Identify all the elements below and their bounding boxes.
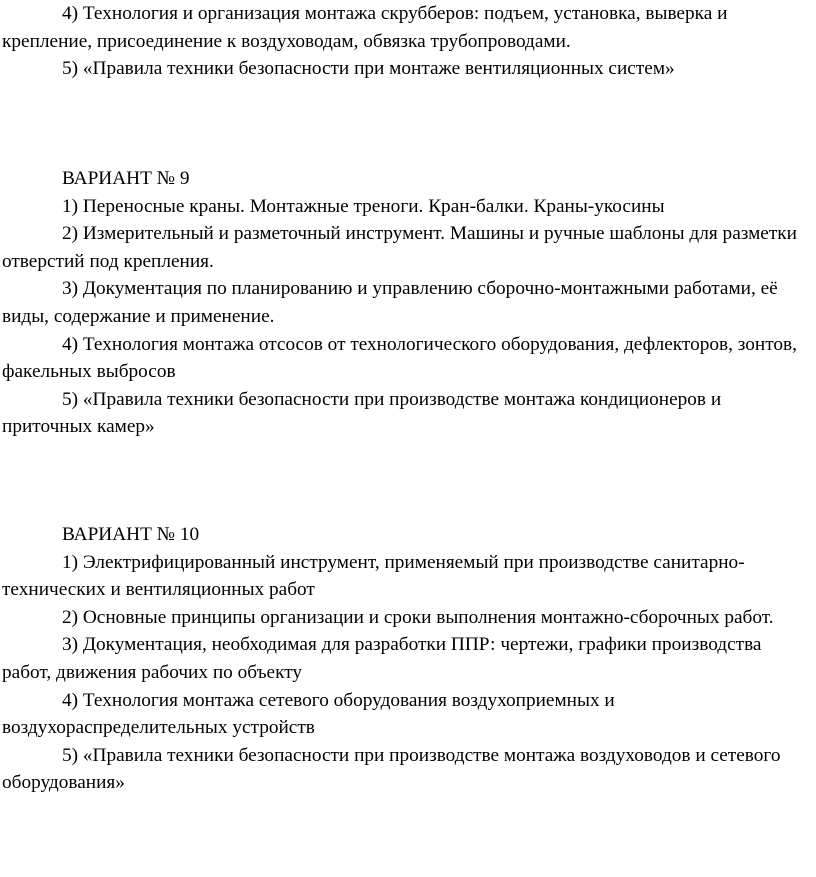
variant-9-heading: ВАРИАНТ № 9 bbox=[62, 168, 190, 189]
variant-10-section bbox=[2, 521, 808, 797]
variant-10-item-1: 1) Электрифицированный инструмент, применяемый при производстве санитарно-технических и вентиляционных работ bbox=[2, 551, 745, 601]
variant-9-item-5: 5) «Правила техники безопасности при производстве монтажа кондиционеров и приточных камер» bbox=[2, 388, 722, 438]
variant-9-item-1: 1) Переносные краны. Монтажные треноги. Кран-балки. Краны-укосины bbox=[62, 195, 665, 217]
variant-10-heading: ВАРИАНТ № 10 bbox=[62, 524, 200, 545]
variant-10-item-5: 5) «Правила техники безопасности при производстве монтажа воздуховодов и сетевого оборудования» bbox=[2, 744, 781, 794]
variant-10-item-2: 2) Основные принципы организации и сроки выполнения монтажно-сборочных работ. bbox=[62, 606, 774, 628]
top-section bbox=[2, 0, 808, 83]
variant-9-item-4: 4) Технология монтажа отсосов от технологического оборудования, дефлекторов, зонтов, факельных выбросов bbox=[2, 333, 797, 383]
variant-9-item-2: 2) Измерительный и разметочный инструмент. Машины и ручные шаблоны для разметки отверстий под крепления. bbox=[2, 223, 797, 272]
top-item-5: 5) «Правила техники безопасности при монтаже вентиляционных систем» bbox=[62, 58, 675, 80]
variant-10-item-3: 3) Документация, необходимая для разработки ППР: чертежи, графики производства работ, движения рабочих по объекту bbox=[2, 634, 762, 683]
variant-9-item-3: 3) Документация по планированию и управлению сборочно-монтажными работами, её виды, содержание и применение. bbox=[2, 278, 778, 327]
variant-10-item-4: 4) Технология монтажа сетевого оборудования воздухоприемных и воздухораспределительных устройств bbox=[2, 689, 615, 739]
variant-9-section bbox=[2, 165, 808, 441]
top-item-4: 4) Технология и организация монтажа скрубберов: подъем, установка, выверка и крепление, присоединение к воздуховодам, обвязка трубопроводами. bbox=[2, 3, 728, 52]
